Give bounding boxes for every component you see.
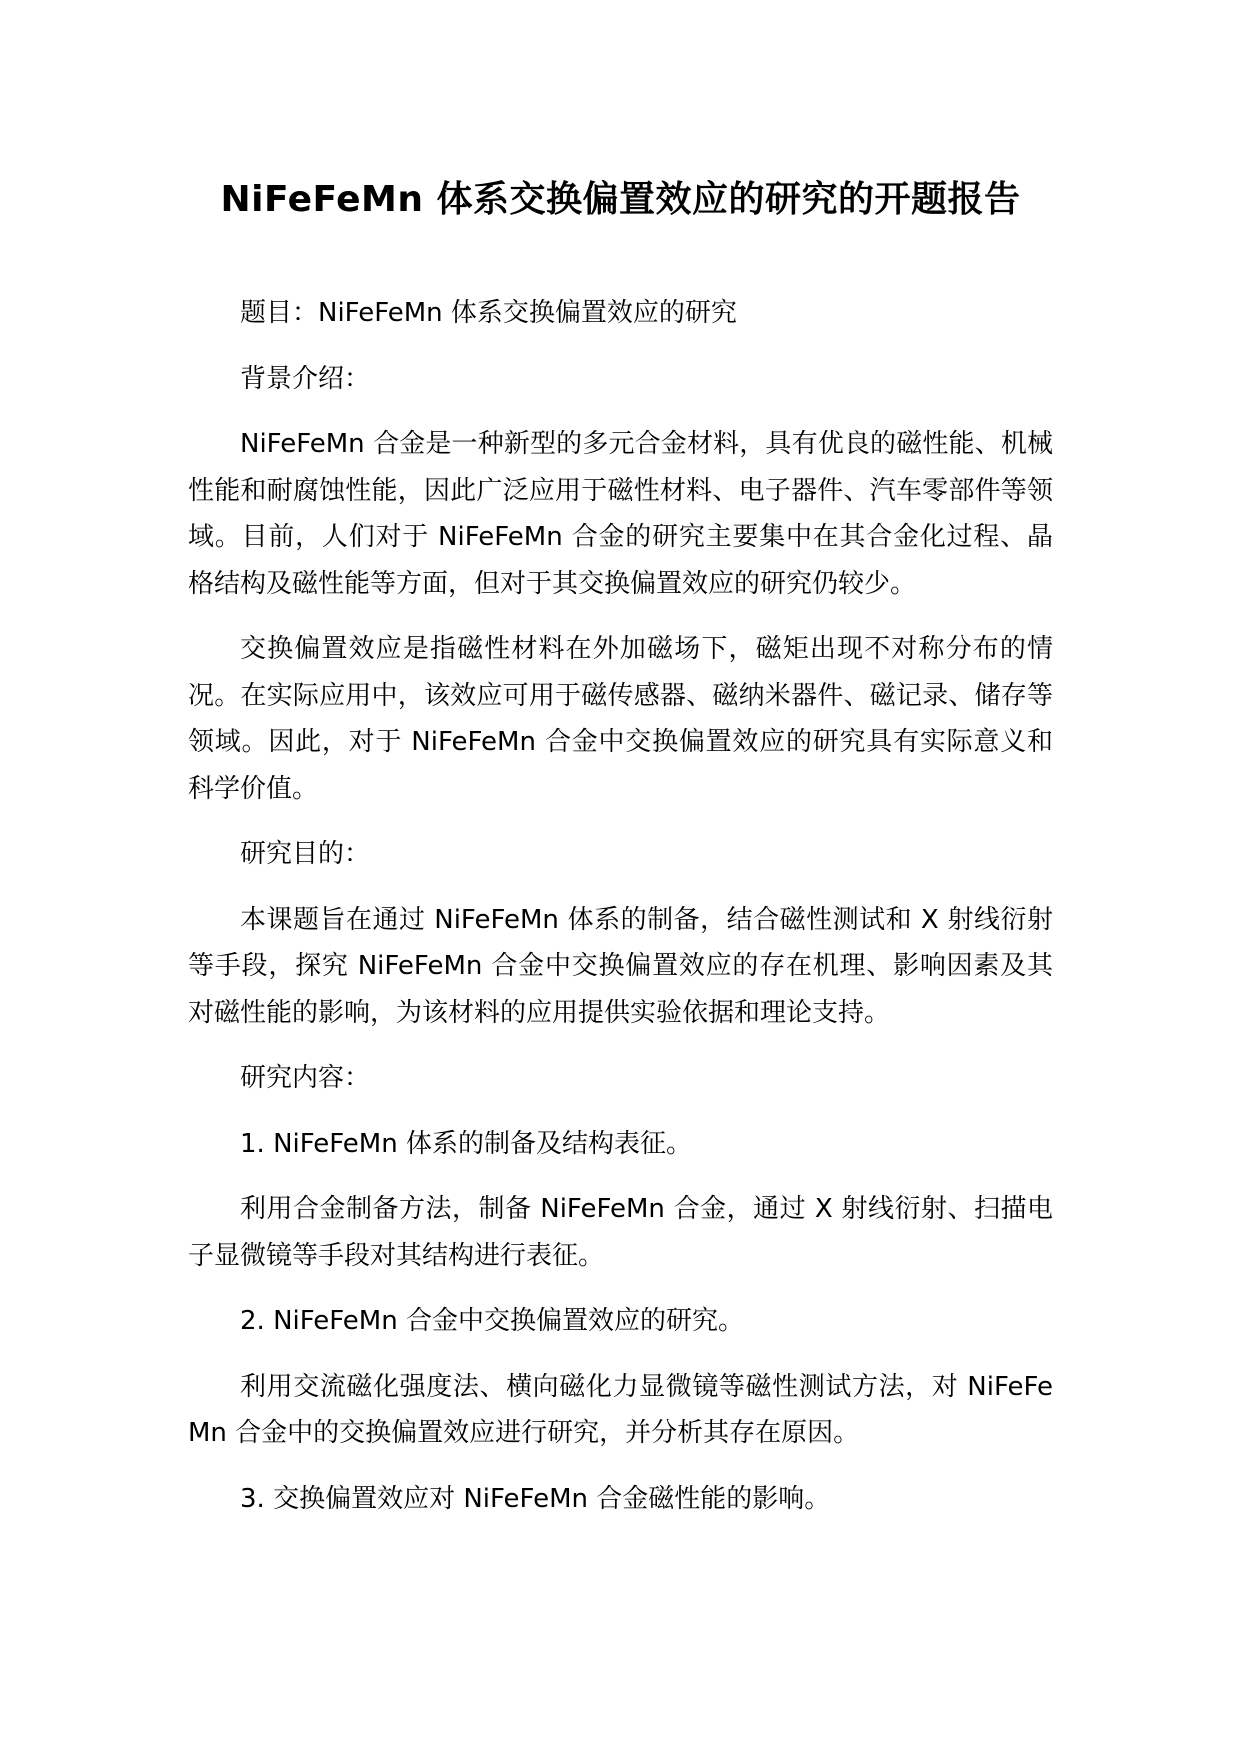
document-body [188,290,1053,1541]
content-item-2-text: 利用交流磁化强度法、横向磁化力显微镜等磁性测试方法，对 NiFeFeMn 合金中的交换偏置效应进行研究，并分析其存在原因。 [188,1371,1053,1448]
content-item-1-text: 利用合金制备方法，制备 NiFeFeMn 合金，通过 X 射线衍射、扫描电子显微镜等手段对其结构进行表征。 [188,1194,1053,1271]
purpose-paragraph: 本课题旨在通过 NiFeFeMn 体系的制备，结合磁性测试和 X 射线衍射等手段，探究 NiFeFeMn 合金中交换偏置效应的存在机理、影响因素及其对磁性能的影响，为该材料的应用提供实验依据和理论支持。 [188,904,1053,1028]
section-heading-content: 研究内容： [240,1063,371,1093]
content-item-2-heading: 2. NiFeFeMn 合金中交换偏置效应的研究。 [240,1306,744,1336]
document-title: NiFeFeMn 体系交换偏置效应的研究的开题报告 [220,179,1021,220]
background-paragraph-2: 交换偏置效应是指磁性材料在外加磁场下，磁矩出现不对称分布的情况。在实际应用中，该效应可用于磁传感器、磁纳米器件、磁记录、储存等领域。因此，对于 NiFeFeMn 合金中交换偏置效应的研究具有实际意义和科学价值。 [188,634,1053,804]
background-paragraph-1: NiFeFeMn 合金是一种新型的多元合金材料，具有优良的磁性能、机械性能和耐腐蚀性能，因此广泛应用于磁性材料、电子器件、汽车零部件等领域。目前，人们对于 NiFeFeMn 合金的研究主要集中在其合金化过程、晶格结构及磁性能等方面，但对于其交换偏置效应的研究仍较少。 [188,429,1053,599]
section-heading-purpose: 研究目的： [240,839,371,869]
content-item-1-heading: 1. NiFeFeMn 体系的制备及结构表征。 [240,1128,692,1159]
topic-line: 题目：NiFeFeMn 体系交换偏置效应的研究 [240,298,737,328]
section-heading-background: 背景介绍： [240,363,371,394]
content-item-3-heading: 3. 交换偏置效应对 NiFeFeMn 合金磁性能的影响。 [240,1483,831,1514]
